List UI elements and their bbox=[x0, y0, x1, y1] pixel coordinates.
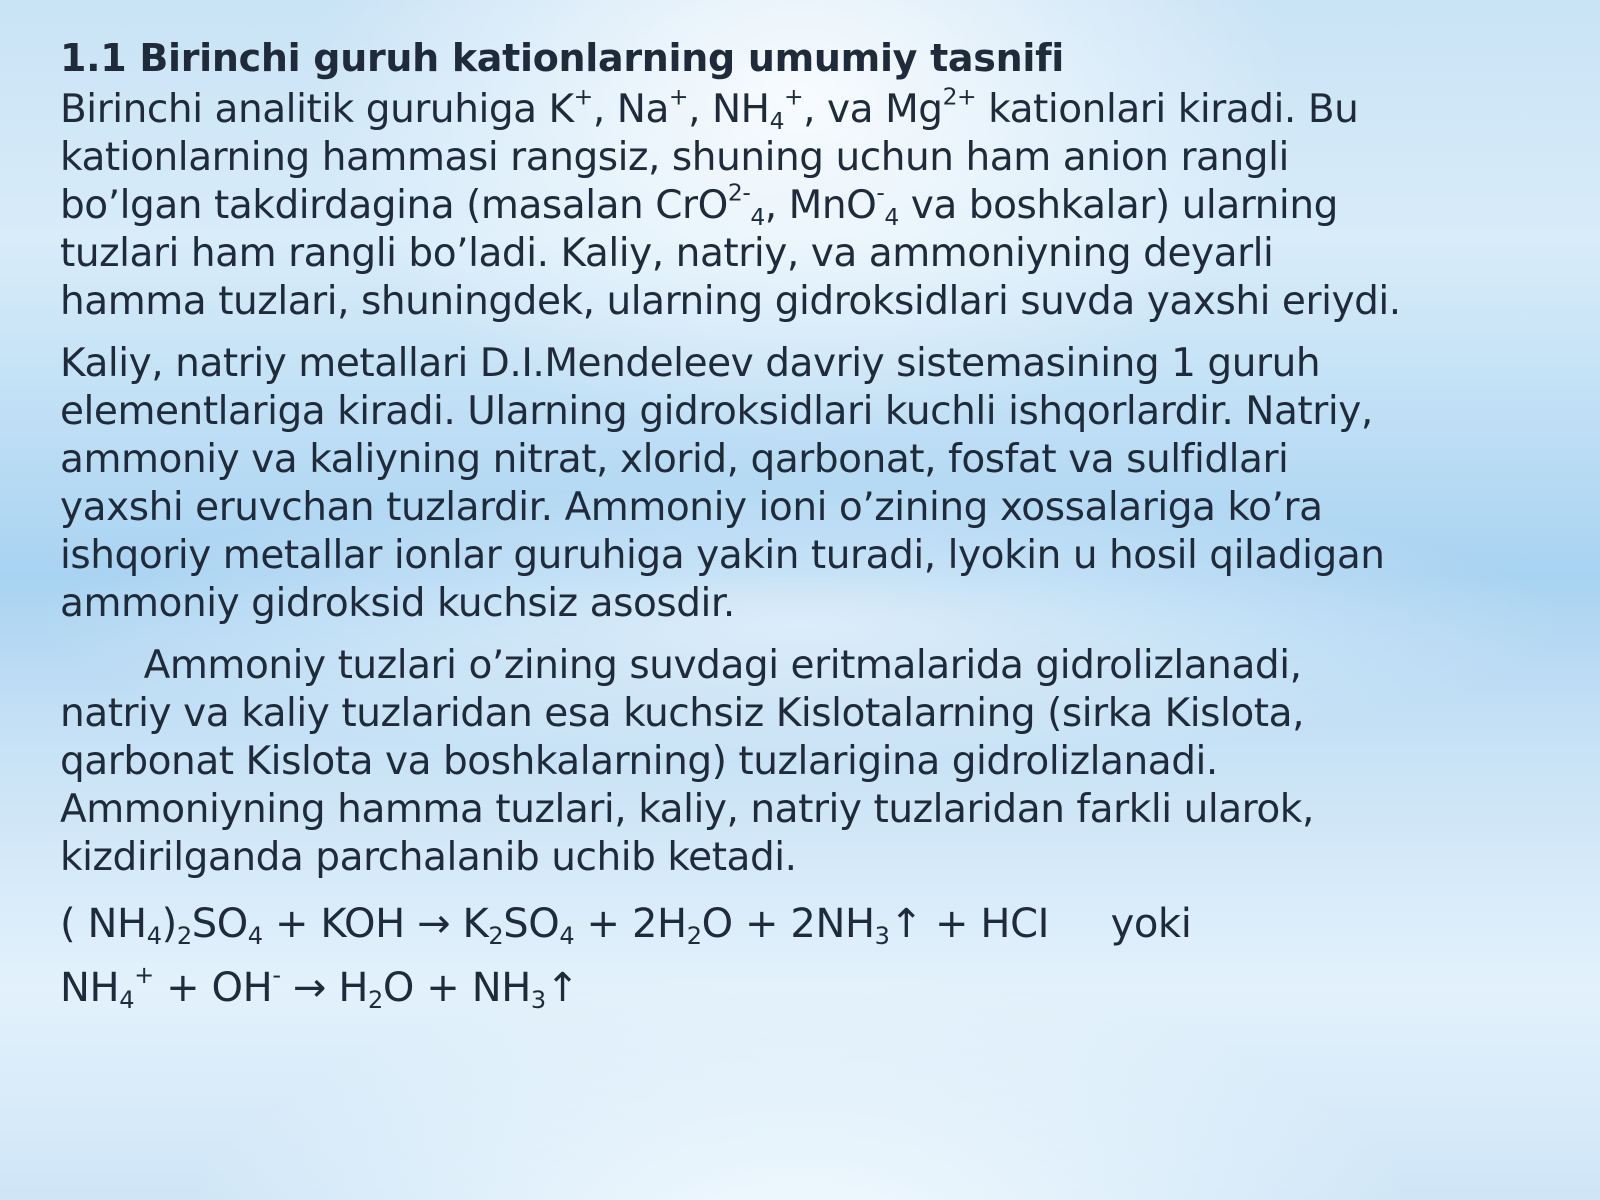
paragraph-2-line: elementlariga kiradi. Ularning gidroksidlari kuchli ishqorlardir. Natriy, bbox=[60, 389, 1373, 434]
paragraph-2-line: yaxshi eruvchan tuzlardir. Ammoniy ioni o’zining xossalariga ko’ra bbox=[60, 485, 1323, 530]
reaction-equation-molecular: ( $NH_4)_2SO_4$ + KOH → $K_2SO_4 + 2H_2O$ + $2NH_3↑$ + HCI yoki bbox=[60, 901, 1192, 951]
paragraph-3-line: qarbonat Kislota va boshkalarning) tuzlarigina gidrolizlanadi. bbox=[60, 739, 1218, 784]
paragraph-1-line-1: Birinchi analitik guruhiga K+, Na+, $NH_4^+$, va $Mg^{2+}$ kationlari kiradi. Bu bbox=[60, 82, 1359, 136]
paragraph-1-line-3: bo’lgan takdirdagina (masalan CrO$^{2-}_4$, MnO-$_4$ va boshkalar) ularning bbox=[60, 178, 1338, 232]
paragraph-1-line-4: tuzlari ham rangli bo’ladi. Kaliy, natriy, va ammoniyning deyarli bbox=[60, 231, 1274, 276]
slide-content bbox=[60, 30, 1560, 1018]
paragraph-2-line: ammoniy gidroksid kuchsiz asosdir. bbox=[60, 581, 735, 626]
paragraph-3-line: Ammoniy tuzlari o’zining suvdagi eritmalarida gidrolizlanadi, bbox=[60, 643, 1302, 688]
paragraph-2 bbox=[60, 340, 1560, 628]
paragraph-1-line-5: hamma tuzlari, shuningdek, ularning gidroksidlari suvda yaxshi eriydi. bbox=[60, 279, 1401, 324]
paragraph-3 bbox=[60, 642, 1560, 882]
paragraph-1-line-2: kationlarning hammasi rangsiz, shuning uchun ham anion rangli bbox=[60, 135, 1289, 180]
paragraph-3-line: natriy va kaliy tuzlaridan esa kuchsiz Kislotalarning (sirka Kislota, bbox=[60, 691, 1305, 736]
paragraph-2-line: ammoniy va kaliyning nitrat, xlorid, qarbonat, fosfat va sulfidlari bbox=[60, 437, 1289, 482]
paragraph-2-line: ishqoriy metallar ionlar guruhiga yakin turadi, lyokin u hosil qiladigan bbox=[60, 533, 1385, 578]
paragraph-2-line: Kaliy, natriy metallari D.I.Mendeleev davriy sistemasining 1 guruh bbox=[60, 341, 1321, 386]
paragraph-3-line: kizdirilganda parchalanib uchib ketadi. bbox=[60, 835, 797, 880]
slide-title: 1.1 Birinchi guruh kationlarning umumiy tasnifi bbox=[60, 36, 1065, 80]
reaction-equation-ionic: $NH_4^+ + OH^- \to H_2O$ + $NH_3↑$ bbox=[60, 961, 579, 1015]
paragraph-3-line: Ammoniyning hamma tuzlari, kaliy, natriy tuzlaridan farkli ularok, bbox=[60, 787, 1314, 832]
paragraph-1 bbox=[60, 82, 1560, 326]
